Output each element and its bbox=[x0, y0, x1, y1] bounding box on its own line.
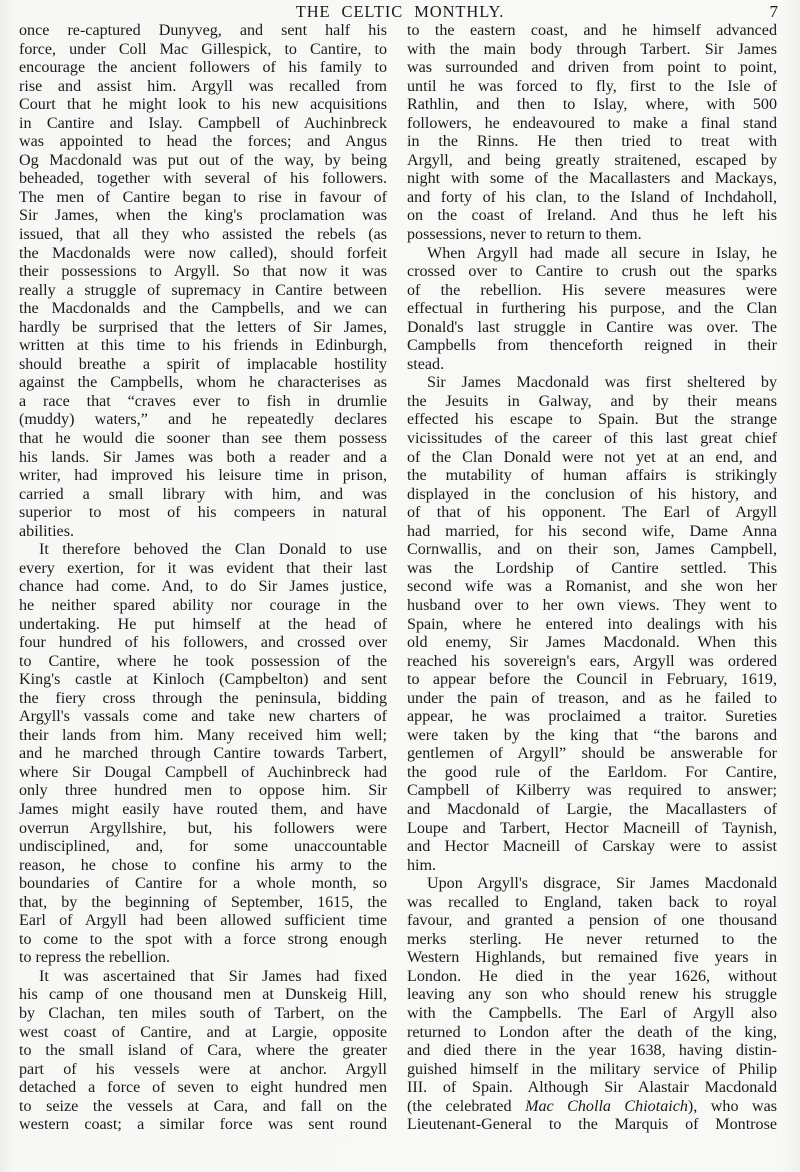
text-line: vicissitudes of the career of this last great chief bbox=[407, 430, 777, 448]
text-line: Earl of Argyll had been allowed sufficient time bbox=[19, 912, 387, 930]
text-line: reason, he chose to confine his army to the bbox=[19, 856, 387, 874]
text-line: Donald's last struggle in Cantire was over. The bbox=[407, 318, 777, 336]
text-line: him. bbox=[407, 856, 437, 874]
text-line: returned to London after the death of the king, bbox=[407, 1023, 777, 1041]
text-run: (the celebrated bbox=[407, 1097, 526, 1115]
text-line: and he marched through Cantire towards Tarbert, bbox=[19, 745, 387, 763]
paragraph bbox=[407, 374, 777, 875]
text-line: should breathe a spirit of implacable hostility bbox=[19, 355, 387, 373]
text-line: Loupe and Tarbert, Hector Macneill of Taynish, bbox=[407, 819, 777, 837]
text-line: stead. bbox=[407, 355, 445, 373]
text-line: to the eastern coast, and he himself advanced bbox=[407, 22, 777, 39]
text-line: only three hundred men to oppose him. Sir bbox=[19, 782, 387, 800]
text-line: When Argyll had made all secure in Islay, he bbox=[427, 244, 777, 262]
text-line: western coast; a similar force was sent round bbox=[19, 1116, 387, 1134]
left-column bbox=[19, 22, 387, 1135]
text-line: undertaking. He put himself at the head of bbox=[19, 615, 387, 633]
text-line: on the coast of Ireland. And thus he left his bbox=[407, 207, 777, 225]
text-line: III. of Spain. Although Sir Alastair Macdonald bbox=[407, 1079, 777, 1097]
text-line: was the Lordship of Cantire settled. This bbox=[407, 559, 777, 577]
text-line: issued, that all they who assisted the rebels (as bbox=[19, 226, 387, 244]
text-line: the mutability of human affairs is strikingly bbox=[407, 467, 777, 485]
text-line: were taken by the king that “the barons and bbox=[407, 726, 777, 744]
text-line: guished himself in the military service of Philip bbox=[407, 1060, 777, 1078]
text-line: to come to the spot with a force strong enough bbox=[19, 930, 387, 948]
text-line: that, by the beginning of September, 1615, the bbox=[19, 893, 387, 911]
text-line: their lands from him. Many received him well; bbox=[19, 726, 387, 744]
text-run: ), who was bbox=[687, 1097, 777, 1115]
page-number: 7 bbox=[769, 2, 778, 21]
text-line: in the Rinns. He then tried to treat with bbox=[407, 133, 777, 151]
text-line: to Cantire, where he took possession of the bbox=[19, 652, 387, 670]
text-line: in Cantire and Islay. Campbell of Auchinbreck bbox=[19, 114, 387, 132]
text-line: the Jesuits in Galway, and by their means bbox=[407, 392, 777, 410]
text-line: Sir James, when the king's proclamation was bbox=[19, 207, 387, 225]
paragraph bbox=[19, 22, 387, 541]
text-line: and forty of his clan, to the Island of Inchdaholl, bbox=[407, 188, 777, 206]
text-line: until he was forced to fly, first to the Isle of bbox=[407, 77, 777, 95]
text-line: of the rebellion. His severe measures were bbox=[407, 281, 777, 299]
paragraph bbox=[407, 875, 777, 1135]
text-line: crossed over to Cantire to crush out the sparks bbox=[407, 263, 777, 281]
text-line: Campbell of Kilberry was required to answer; bbox=[407, 782, 777, 800]
text-line: Campbells from thenceforth reigned in their bbox=[407, 337, 777, 355]
text-line: husband over to her own views. They went to bbox=[407, 596, 777, 614]
text-line: was recalled to England, taken back to royal bbox=[407, 893, 777, 911]
text-line: displayed in the conclusion of his history, and bbox=[407, 485, 777, 503]
text-line: to appear before the Council in February, 1619, bbox=[407, 671, 777, 689]
text-line: rise and assist him. Argyll was recalled from bbox=[19, 77, 387, 95]
text-line: night with some of the Macallasters and Mackays, bbox=[407, 170, 777, 188]
text-line: reached his sovereign's ears, Argyll was ordered bbox=[407, 652, 777, 670]
text-line: and Hector Macneill of Carskay were to assist bbox=[407, 838, 777, 856]
text-line: superior to most of his compeers in natural bbox=[19, 504, 387, 522]
text-line: overrun Argyllshire, but, his followers were bbox=[19, 819, 387, 837]
paragraph bbox=[407, 245, 777, 375]
text-line: Og Macdonald was put out of the way, by being bbox=[19, 151, 387, 169]
text-line: possessions, never to return to them. bbox=[407, 226, 642, 244]
text-line bbox=[407, 1098, 777, 1117]
text-line: It was ascertained that Sir James had fixed bbox=[39, 967, 387, 985]
text-line: west coast of Cantire, and at Largie, opposite bbox=[19, 1023, 387, 1041]
text-line: hardly be surprised that the letters of Sir James, bbox=[19, 318, 387, 336]
text-line: by Clachan, ten miles south of Tarbert, on the bbox=[19, 1004, 387, 1022]
text-line: second wife was a Romanist, and she won her bbox=[407, 578, 777, 596]
text-line: followers, he endeavoured to make a final stand bbox=[407, 114, 777, 132]
text-line: against the Campbells, whom he characterises as bbox=[19, 374, 387, 392]
text-line: had married, for his second wife, Dame Anna bbox=[407, 522, 777, 540]
text-line: James might easily have routed them, and have bbox=[19, 800, 387, 818]
text-line: of that of his opponent. The Earl of Argyll bbox=[407, 504, 777, 522]
text-line: favour, and granted a pension of one thousand bbox=[407, 912, 777, 930]
text-line: Sir James Macdonald was first sheltered by bbox=[427, 374, 777, 392]
text-line: part of his vessels were at anchor. Argyll bbox=[19, 1060, 387, 1078]
text-line: carried a small library with him, and was bbox=[19, 485, 387, 503]
text-line: effected his escape to Spain. But the strange bbox=[407, 411, 777, 429]
text-line: once re-captured Dunyveg, and sent half his bbox=[19, 22, 387, 39]
text-line: appear, he was proclaimed a traitor. Sureties bbox=[407, 708, 777, 726]
text-line: gentlemen of Argyll” should be answerable for bbox=[407, 745, 777, 763]
text-line: the Macdonalds and the Campbells, and we can bbox=[19, 300, 387, 318]
text-line: a race that “craves ever to fish in drumlie bbox=[19, 392, 387, 410]
text-line: London. He died in the year 1626, without bbox=[407, 967, 777, 985]
text-line: was surrounded and driven from point to point, bbox=[407, 59, 777, 77]
text-line: leaving any son who should renew his struggle bbox=[407, 986, 777, 1004]
text-line: It therefore behoved the Clan Donald to use bbox=[39, 541, 387, 559]
text-line: force, under Coll Mac Gillespick, to Cantire, to bbox=[19, 40, 387, 58]
text-line: Upon Argyll's disgrace, Sir James Macdonald bbox=[427, 875, 777, 893]
text-line: boundaries of Cantire for a whole month, so bbox=[19, 875, 387, 893]
text-line: undisciplined, and, for some unaccountable bbox=[19, 838, 387, 856]
text-line: he neither spared ability nor courage in the bbox=[19, 596, 387, 614]
text-line: merks sterling. He never returned to the bbox=[407, 930, 777, 948]
text-line: and died there in the year 1638, having distin- bbox=[407, 1042, 777, 1060]
text-line: his lands. Sir James was both a reader and a bbox=[19, 448, 387, 466]
text-line: that he would die sooner than see them possess bbox=[19, 430, 387, 448]
text-line: Rathlin, and then to Islay, where, with 500 bbox=[407, 96, 777, 114]
text-line: old enemy, Sir James Macdonald. When this bbox=[407, 634, 777, 652]
text-line: four hundred of his followers, and crossed over bbox=[19, 634, 387, 652]
text-line: every exertion, for it was evident that their last bbox=[19, 559, 387, 577]
text-line: Court that he might look to his new acquisitions bbox=[19, 96, 387, 114]
paragraph bbox=[19, 541, 387, 968]
text-line: King's castle at Kinloch (Campbelton) and sent bbox=[19, 671, 387, 689]
text-line: abilities. bbox=[19, 522, 74, 540]
text-line: the Macdonalds were now called), should forfeit bbox=[19, 244, 387, 262]
text-line: where Sir Dougal Campbell of Auchinbreck had bbox=[19, 763, 387, 781]
running-title: THE CELTIC MONTHLY. bbox=[295, 2, 505, 21]
text-line: beheaded, together with several of his followers. bbox=[19, 170, 387, 188]
text-line: the fiery cross through the peninsula, bidding bbox=[19, 689, 387, 707]
text-line: Cornwallis, and on their son, James Campbell, bbox=[407, 541, 777, 559]
text-line: detached a force of seven to eight hundred men bbox=[19, 1079, 387, 1097]
text-line: encourage the ancient followers of his family to bbox=[19, 59, 387, 77]
text-line: with the Campbells. The Earl of Argyll also bbox=[407, 1004, 777, 1022]
text-line: really a struggle of supremacy in Cantire between bbox=[19, 281, 387, 299]
paragraph bbox=[19, 968, 387, 1135]
text-line: his camp of one thousand men at Dunskeig Hill, bbox=[19, 986, 387, 1004]
text-line: under the pain of treason, and as he failed to bbox=[407, 689, 777, 707]
text-line: with the main body through Tarbert. Sir James bbox=[407, 40, 777, 58]
text-line: of the Clan Donald were not yet at an end, and bbox=[407, 448, 777, 466]
running-header bbox=[0, 2, 800, 22]
text-line: Argyll's vassals come and take new charters of bbox=[19, 708, 387, 726]
text-line: to the small island of Cara, where the greater bbox=[19, 1042, 387, 1060]
italic-phrase: Mac Cholla Chiotaich bbox=[525, 1097, 688, 1115]
text-line: was appointed to head the forces; and Angus bbox=[19, 133, 387, 151]
text-line: effectual in furthering his purpose, and the Clan bbox=[407, 300, 777, 318]
text-line: Spain, where he entered into dealings with his bbox=[407, 615, 777, 633]
text-line: written at this time to his friends in Edinburgh, bbox=[19, 337, 387, 355]
text-line: and Macdonald of Largie, the Macallasters of bbox=[407, 800, 777, 818]
text-line: Argyll, and being greatly straitened, escaped by bbox=[407, 151, 777, 169]
text-line: writer, had improved his leisure time in prison, bbox=[19, 467, 387, 485]
text-line: their possessions to Argyll. So that now it was bbox=[19, 263, 387, 281]
text-line: Lieutenant-General to the Marquis of Montrose bbox=[407, 1116, 777, 1134]
text-line: chance had come. And, to do Sir James justice, bbox=[19, 578, 387, 596]
text-line: The men of Cantire began to rise in favour of bbox=[19, 188, 387, 206]
right-column bbox=[407, 22, 777, 1135]
text-line: to repress the rebellion. bbox=[19, 949, 171, 967]
text-line: (muddy) waters,” and he repeatedly declares bbox=[19, 411, 387, 429]
text-line: Western Highlands, but remained five years in bbox=[407, 949, 777, 967]
text-line: the good rule of the Earldom. For Cantire, bbox=[407, 763, 777, 781]
paragraph bbox=[407, 22, 777, 245]
text-line: to seize the vessels at Cara, and fall on the bbox=[19, 1097, 387, 1115]
